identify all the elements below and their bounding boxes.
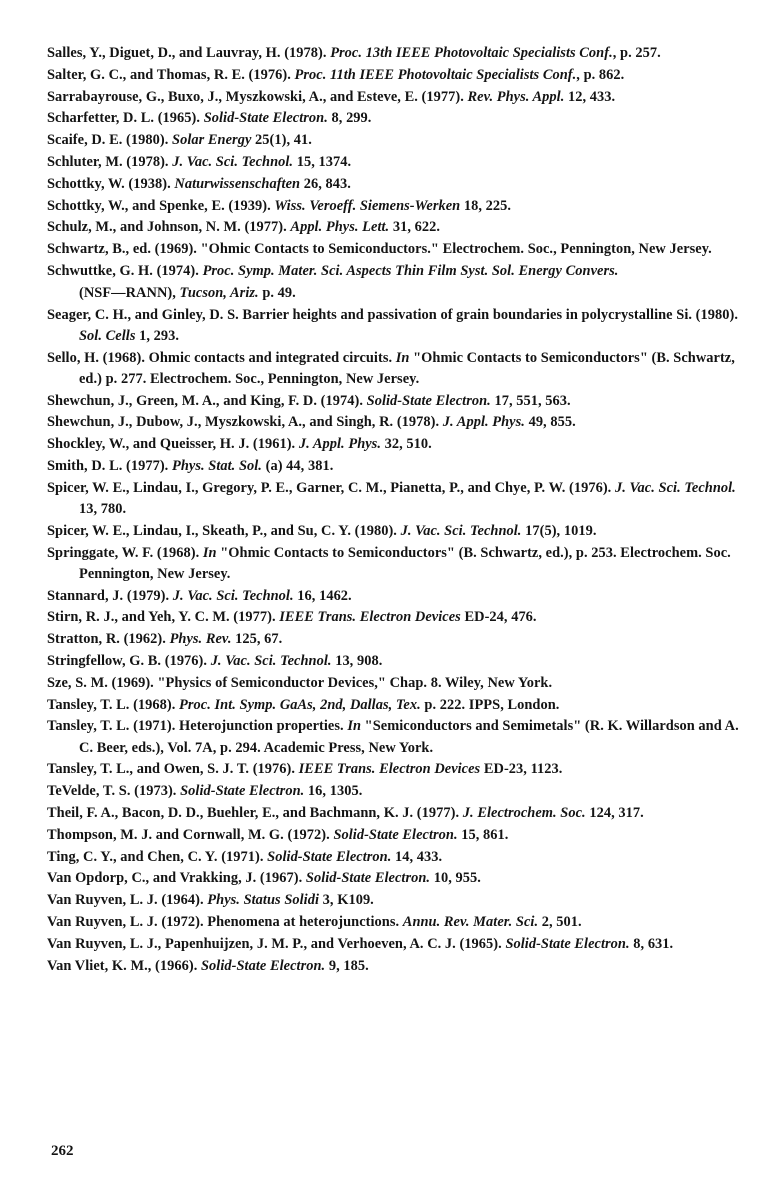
reference-entry	[47, 607, 744, 628]
reference-entry	[47, 305, 744, 347]
reference-entry	[47, 261, 744, 282]
reference-journal: Solid-State Electron.	[333, 826, 458, 843]
reference-authors: Stirn, R. J., and Yeh, Y. C. M. (1977).	[47, 609, 280, 626]
reference-journal: J. Vac. Sci. Technol.	[210, 652, 332, 669]
reference-entry	[47, 239, 744, 260]
reference-authors: Scharfetter, D. L. (1965).	[47, 110, 204, 127]
reference-volume-pages: "Ohmic Contacts to Semiconductors" (B. Schwartz, ed.) p. 277. Electrochem. Soc., Pennington, New Jersey.	[79, 349, 735, 387]
reference-journal: J. Vac. Sci. Technol.	[172, 587, 294, 604]
reference-authors: Tansley, T. L. (1968).	[47, 696, 180, 713]
reference-authors: TeVelde, T. S. (1973).	[47, 783, 181, 800]
reference-volume-pages: 49, 855.	[524, 414, 576, 431]
reference-volume-pages: "Semiconductors and Semimetals" (R. K. Willardson and A. C. Beer, eds.), Vol. 7A, p. 294. Academic Press, New York.	[79, 718, 739, 756]
reference-volume-pages: 25(1), 41.	[251, 132, 312, 149]
reference-authors: Schluter, M. (1978).	[47, 153, 173, 170]
reference-volume-pages: 8, 299.	[327, 110, 372, 127]
reference-entry	[47, 651, 744, 672]
reference-entry	[47, 803, 744, 824]
reference-journal: In	[202, 544, 217, 561]
reference-volume-pages: 31, 622.	[389, 219, 441, 236]
reference-journal: Tucson, Ariz.	[179, 284, 259, 301]
reference-entry	[47, 130, 744, 151]
reference-volume-pages: (a) 44, 381.	[261, 457, 334, 474]
reference-authors: Van Ruyven, L. J., Papenhuijzen, J. M. P., and Verhoeven, A. C. J. (1965).	[47, 935, 506, 952]
reference-authors: Schulz, M., and Johnson, N. M. (1977).	[47, 219, 291, 236]
reference-volume-pages: p. 222. IPPS, London.	[420, 696, 560, 713]
reference-authors: Tansley, T. L. (1971). Heterojunction properties.	[47, 718, 348, 735]
reference-journal: J. Appl. Phys.	[442, 414, 525, 431]
reference-authors: Seager, C. H., and Ginley, D. S. Barrier heights and passivation of grain boundaries in polycrystalline Si. (1980).	[47, 306, 738, 323]
reference-entry	[47, 152, 744, 173]
reference-entry	[47, 716, 744, 758]
reference-volume-pages: 16, 1305.	[304, 783, 363, 800]
reference-entry	[47, 912, 744, 933]
reference-journal: Solid-State Electron.	[305, 870, 431, 887]
reference-authors: Schwartz, B., ed. (1969). "Ohmic Contacts to Semiconductors." Electrochem. Soc., Pennington, New Jersey.	[47, 241, 712, 258]
reference-authors: Theil, F. A., Bacon, D. D., Buehler, E., and Bachmann, K. J. (1977).	[47, 804, 463, 821]
reference-entry	[47, 781, 744, 802]
reference-authors: Sze, S. M. (1969). "Physics of Semiconductor Devices," Chap. 8. Wiley, New York.	[47, 674, 553, 691]
reference-authors: Sarrabayrouse, G., Buxo, J., Myszkowski, A., and Esteve, E. (1977).	[47, 88, 468, 105]
reference-entry	[47, 868, 744, 889]
reference-authors: Van Opdorp, C., and Vrakking, J. (1967).	[47, 870, 306, 887]
reference-volume-pages: 125, 67.	[231, 631, 283, 648]
reference-volume-pages: 15, 861.	[457, 826, 509, 843]
reference-journal: Solid-State Electron.	[505, 935, 630, 952]
reference-entry	[47, 759, 744, 780]
reference-authors: Spicer, W. E., Lindau, I., Skeath, P., and Su, C. Y. (1980).	[47, 522, 401, 539]
reference-authors: Schottky, W., and Spenke, E. (1939).	[47, 197, 275, 214]
reference-journal: Solid-State Electron.	[203, 110, 328, 127]
reference-authors: Salles, Y., Diguet, D., and Lauvray, H. (1978).	[47, 45, 331, 61]
reference-entry	[47, 586, 744, 607]
reference-entry	[47, 629, 744, 650]
reference-volume-pages: 17(5), 1019.	[521, 522, 597, 539]
reference-authors: Sello, H. (1968). Ohmic contacts and integrated circuits.	[47, 349, 396, 366]
reference-entry	[47, 196, 744, 217]
reference-authors: Van Ruyven, L. J. (1964).	[47, 892, 208, 909]
reference-volume-pages: 2, 501.	[538, 913, 582, 930]
reference-authors: Scaife, D. E. (1980).	[47, 132, 173, 149]
reference-volume-pages: , p. 862.	[576, 66, 625, 83]
reference-journal: Naturwissenschaften	[174, 175, 301, 192]
reference-journal: J. Vac. Sci. Technol.	[400, 522, 522, 539]
reference-journal: Sol. Cells	[79, 327, 136, 344]
reference-authors: Spicer, W. E., Lindau, I., Gregory, P. E., Garner, C. M., Pianetta, P., and Chye, P. W. (1976).	[47, 479, 615, 496]
reference-entry	[47, 87, 744, 108]
reference-entry	[47, 673, 744, 694]
reference-journal: Solid-State Electron.	[366, 392, 491, 409]
reference-volume-pages: 18, 225.	[460, 197, 512, 214]
reference-authors: Stannard, J. (1979).	[47, 587, 173, 604]
reference-volume-pages: 13, 908.	[331, 652, 383, 669]
reference-authors: Ting, C. Y., and Chen, C. Y. (1971).	[47, 848, 268, 865]
reference-volume-pages: 8, 631.	[629, 935, 674, 952]
reference-authors: Salter, G. C., and Thomas, R. E. (1976).	[47, 66, 295, 83]
reference-volume-pages: "Ohmic Contacts to Semiconductors" (B. Schwartz, ed.), p. 253. Electrochem. Soc. Pennington, New Jersey.	[79, 544, 731, 582]
reference-entry	[47, 65, 744, 86]
reference-entry	[47, 412, 744, 433]
reference-authors: Tansley, T. L., and Owen, S. J. T. (1976).	[47, 761, 299, 778]
reference-authors: Smith, D. L. (1977).	[47, 457, 172, 474]
reference-volume-pages: 13, 780.	[79, 500, 127, 517]
reference-entry	[47, 956, 744, 977]
reference-journal: Wiss. Veroeff. Siemens-Werken	[274, 197, 461, 214]
reference-volume-pages: 26, 843.	[300, 175, 351, 192]
reference-journal: J. Appl. Phys.	[298, 436, 381, 453]
reference-journal: Solid-State Electron.	[267, 848, 392, 865]
reference-journal: J. Vac. Sci. Technol.	[614, 479, 736, 496]
reference-authors: Stratton, R. (1962).	[47, 631, 170, 648]
reference-journal: Proc. 11th IEEE Photovoltaic Specialists Conf.	[294, 66, 577, 83]
reference-authors: Van Ruyven, L. J. (1972). Phenomena at heterojunctions.	[47, 913, 403, 930]
reference-journal: Solid-State Electron.	[180, 783, 305, 800]
reference-volume-pages: 9, 185.	[325, 957, 369, 974]
reference-volume-pages: ED-24, 476.	[460, 609, 537, 626]
reference-entry	[47, 934, 744, 955]
reference-journal: Proc. Symp. Mater. Sci. Aspects Thin Film Syst. Sol. Energy Convers.	[202, 262, 619, 279]
reference-entry	[47, 847, 744, 868]
reference-entry	[47, 43, 744, 64]
reference-journal: Proc. Int. Symp. GaAs, 2nd, Dallas, Tex.	[179, 696, 421, 713]
reference-journal: Phys. Stat. Sol.	[171, 457, 262, 474]
reference-journal: Appl. Phys. Lett.	[290, 219, 390, 236]
reference-entry	[47, 434, 744, 455]
reference-entry	[47, 348, 744, 390]
reference-authors: Stringfellow, G. B. (1976).	[47, 652, 211, 669]
reference-volume-pages: , p. 257.	[612, 45, 661, 61]
reference-authors: Shewchun, J., Dubow, J., Myszkowski, A., and Singh, R. (1978).	[47, 414, 443, 431]
reference-entry	[47, 695, 744, 716]
reference-journal: Phys. Rev.	[169, 631, 232, 648]
reference-journal: J. Vac. Sci. Technol.	[172, 153, 294, 170]
reference-list	[47, 43, 744, 977]
reference-journal: In	[395, 349, 410, 366]
reference-journal: Phys. Status Solidi	[207, 892, 320, 909]
reference-entry	[47, 543, 744, 585]
reference-journal: IEEE Trans. Electron Devices	[279, 609, 461, 626]
reference-entry	[47, 521, 744, 542]
reference-volume-pages: 3, K109.	[319, 892, 374, 909]
reference-authors: Schwuttke, G. H. (1974).	[47, 262, 203, 279]
reference-journal: Rev. Phys. Appl.	[467, 88, 565, 105]
reference-journal: In	[347, 718, 362, 735]
reference-entry	[47, 890, 744, 911]
reference-journal: Annu. Rev. Mater. Sci.	[402, 913, 539, 930]
reference-entry	[47, 283, 744, 304]
reference-journal: IEEE Trans. Electron Devices	[298, 761, 481, 778]
reference-authors: Thompson, M. J. and Cornwall, M. G. (1972).	[47, 826, 334, 843]
reference-volume-pages: 15, 1374.	[293, 153, 352, 170]
reference-volume-pages: 12, 433.	[564, 88, 616, 105]
page-number: 262	[51, 1143, 74, 1159]
reference-entry	[47, 456, 744, 477]
reference-entry	[47, 478, 744, 520]
reference-entry	[47, 108, 744, 129]
reference-volume-pages: 17, 551, 563.	[490, 392, 571, 409]
reference-journal: Solar Energy	[172, 132, 252, 149]
reference-volume-pages: 32, 510.	[380, 436, 432, 453]
reference-volume-pages: 124, 317.	[585, 804, 644, 821]
reference-authors: Shockley, W., and Queisser, H. J. (1961).	[47, 436, 299, 453]
reference-entry	[47, 174, 744, 195]
reference-journal: Proc. 13th IEEE Photovoltaic Specialists Conf.	[330, 45, 613, 61]
reference-volume-pages: 1, 293.	[135, 327, 180, 344]
reference-authors: Springgate, W. F. (1968).	[47, 544, 203, 561]
reference-entry	[47, 391, 744, 412]
reference-journal: Solid-State Electron.	[201, 957, 326, 974]
reference-authors: (NSF—RANN),	[79, 284, 180, 301]
reference-authors: Van Vliet, K. M., (1966).	[47, 957, 201, 974]
reference-entry	[47, 217, 744, 238]
reference-volume-pages: 16, 1462.	[293, 587, 352, 604]
reference-volume-pages: 10, 955.	[430, 870, 481, 887]
reference-journal: J. Electrochem. Soc.	[462, 804, 586, 821]
reference-entry	[47, 825, 744, 846]
reference-volume-pages: ED-23, 1123.	[480, 761, 563, 778]
reference-authors: Shewchun, J., Green, M. A., and King, F. D. (1974).	[47, 392, 367, 409]
reference-volume-pages: p. 49.	[258, 284, 296, 301]
reference-volume-pages: 14, 433.	[391, 848, 443, 865]
reference-authors: Schottky, W. (1938).	[47, 175, 175, 192]
